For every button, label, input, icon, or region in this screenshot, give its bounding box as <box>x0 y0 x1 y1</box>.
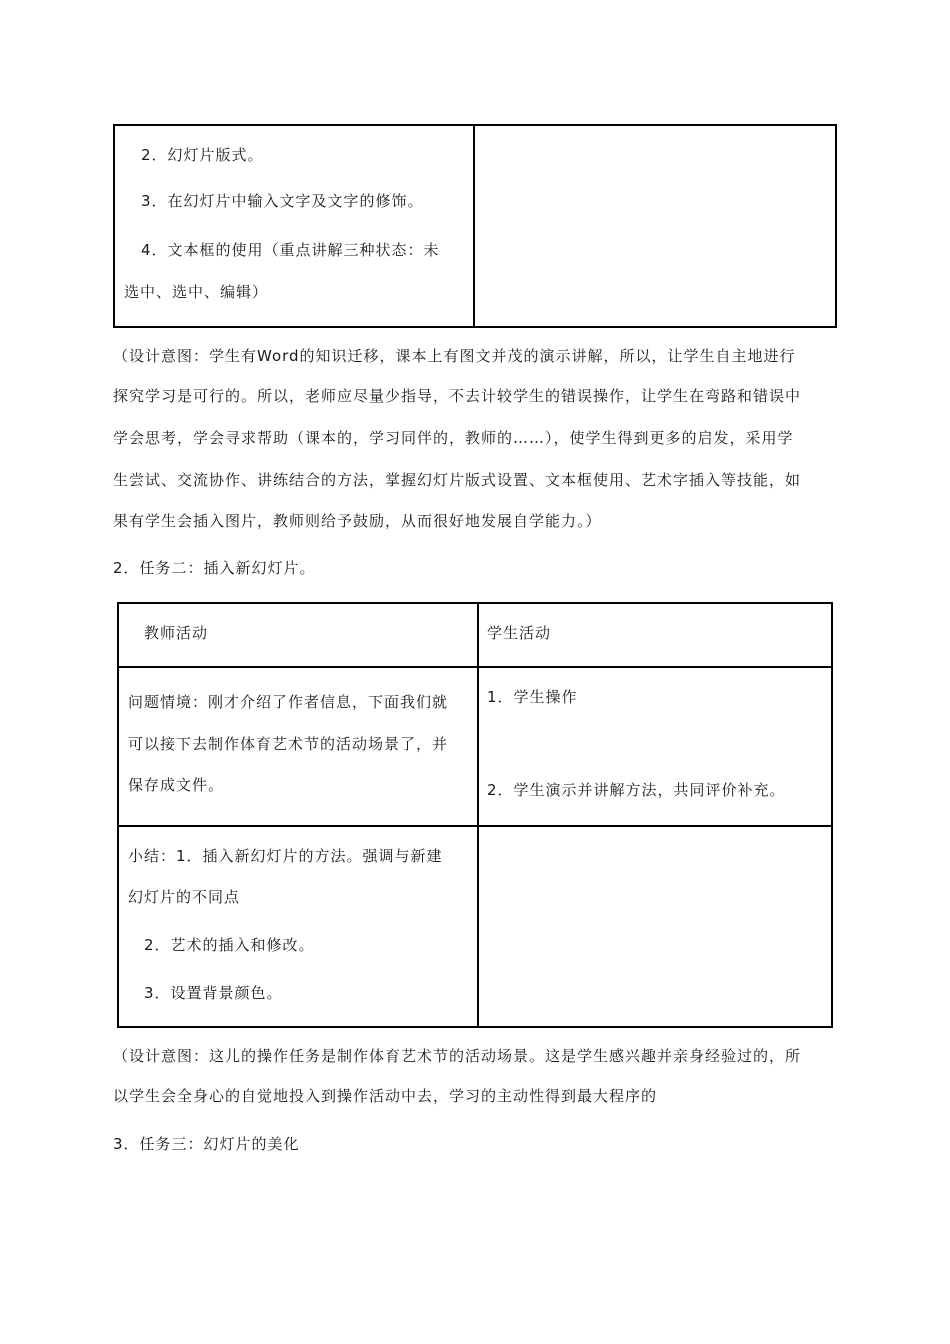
row2-teacher-line: 小结：1．插入新幻灯片的方法。强调与新建 <box>128 847 443 865</box>
design-note-1-line: （设计意图：学生有Word的知识迁移，课本上有图文并茂的演示讲解，所以，让学生自主地进行 <box>113 347 796 365</box>
table-1-item: 2．幻灯片版式。 <box>141 146 264 164</box>
table-2-row-divider <box>119 825 831 827</box>
design-note-2-line: 以学生会全身心的自觉地投入到操作活动中去，学习的主动性得到最大程序的 <box>113 1087 658 1105</box>
header-teacher-activity: 教师活动 <box>144 624 209 642</box>
row2-teacher-line: 3．设置背景颜色。 <box>144 984 283 1002</box>
task-2-heading: 2．任务二：插入新幻灯片。 <box>113 559 316 577</box>
table-1-item: 选中、选中、编辑） <box>124 283 269 301</box>
design-note-1-line: 探究学习是可行的。所以，老师应尽量少指导，不去计较学生的错误操作，让学生在弯路和错误中 <box>113 387 802 405</box>
task-3-heading: 3．任务三：幻灯片的美化 <box>113 1135 300 1153</box>
header-student-activity: 学生活动 <box>487 624 552 642</box>
design-note-1-line: 学会思考，学会寻求帮助（课本的，学习同伴的，教师的……），使学生得到更多的启发，采用学 <box>113 429 794 447</box>
row1-teacher-line: 问题情境：刚才介绍了作者信息，下面我们就 <box>128 693 449 711</box>
row2-teacher-line: 2．艺术的插入和修改。 <box>144 936 315 954</box>
design-note-2-line: （设计意图：这儿的操作任务是制作体育艺术节的活动场景。这是学生感兴趣并亲身经验过的，所 <box>113 1047 802 1065</box>
table-1-divider <box>473 126 475 326</box>
table-1 <box>113 124 837 328</box>
design-note-1-line: 果有学生会插入图片，教师则给予鼓励，从而很好地发展自学能力。） <box>113 512 602 530</box>
table-1-item: 3．在幻灯片中输入文字及文字的修饰。 <box>141 192 424 210</box>
row1-student-line: 2．学生演示并讲解方法，共同评价补充。 <box>487 781 786 799</box>
row2-teacher-line: 幻灯片的不同点 <box>128 888 241 906</box>
table-2 <box>117 602 833 1028</box>
design-note-1-line: 生尝试、交流协作、讲练结合的方法，掌握幻灯片版式设置、文本框使用、艺术字插入等技能，如 <box>113 471 802 489</box>
row1-student-line: 1．学生操作 <box>487 688 578 706</box>
table-1-item: 4．文本框的使用（重点讲解三种状态：未 <box>141 241 440 259</box>
row1-teacher-line: 保存成文件。 <box>128 776 225 794</box>
table-2-row-divider <box>119 666 831 668</box>
row1-teacher-line: 可以接下去制作体育艺术节的活动场景了，并 <box>128 735 449 753</box>
